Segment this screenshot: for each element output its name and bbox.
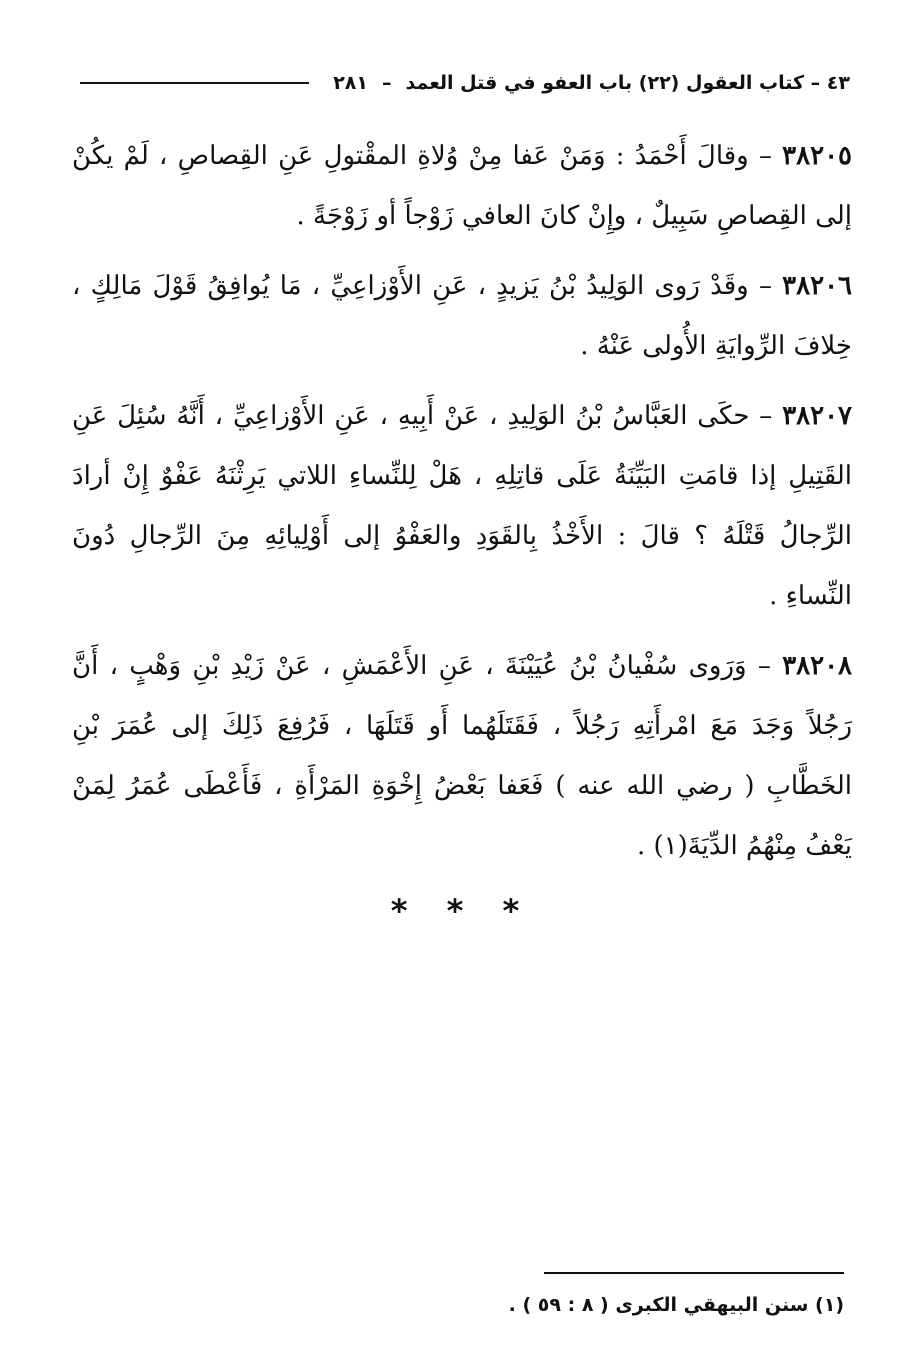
header-title: ٤٣ – كتاب العقول (٢٢) باب العفو في قتل العمد: [405, 72, 850, 94]
running-header: [80, 66, 850, 100]
paragraph-38206: [72, 256, 852, 376]
paragraph-number: ٣٨٢٠٨: [782, 651, 853, 681]
page-number: ٢٨١: [333, 72, 368, 94]
paragraph-text: – وقَدْ رَوى الوَلِيدُ بْنُ يَزيدٍ ، عَنِ الأَوْزاعِيِّ ، مَا يُوافِقُ قَوْلَ مَالِكٍ ، خِلافَ الرِّوايَةِ الأُولى عَنْهُ .: [72, 271, 852, 361]
paragraph-38205: [72, 126, 852, 246]
paragraph-text: – حكَى العَبَّاسُ بْنُ الوَلِيدِ ، عَنْ أَبِيهِ ، عَنِ الأَوْزاعِيِّ ، أَنَّهُ سُئِلَ عَنِ القَتِيلِ إذا قامَتِ البَيِّنَةُ عَلَى قاتِلِهِ ، هَلْ لِلنِّساءِ اللاتي يَرِثْنَهُ عَفْوٌ إِنْ أرادَ الرِّجالُ قَتْلَهُ ؟ قالَ : الأَخْذُ بِالقَوَدِ والعَفْوُ إلى أَوْلِيائِهِ مِنَ الرِّجالِ دُونَ النِّساءِ .: [72, 401, 852, 611]
paragraph-text: – وَرَوى سُفْيانُ بْنُ عُيَيْنَةَ ، عَنِ الأَعْمَشِ ، عَنْ زَيْدِ بْنِ وَهْبٍ ، أَنَّ رَجُلاً وَجَدَ مَعَ امْرأَتِهِ رَجُلاً ، فَقَتَلَهُما أَو قَتَلَهَا ، فَرُفِعَ ذَلِكَ إلى عُمَرَ بْنِ الخَطَّابِ ( رضي الله عنه ) فَعَفا بَعْضُ إِخْوَةِ المَرْأَةِ ، فَأَعْطَى عُمَرُ لِمَنْ يَعْفُ مِنْهُمُ الدِّيَةَ(١) .: [72, 651, 852, 861]
paragraph-text: – وقالَ أَحْمَدُ : وَمَنْ عَفا مِنْ وُلاةِ المقْتولِ عَنِ القِصاصِ ، لَمْ يكُنْ إلى القِصاصِ سَبِيلٌ ، وإِنْ كانَ العافي زَوْجاً أو زَوْجَةً .: [72, 141, 852, 231]
paragraph-number: ٣٨٢٠٥: [782, 141, 852, 171]
section-separator: * * *: [390, 892, 534, 930]
header-separator: –: [381, 72, 392, 94]
footnote-rule: [544, 1272, 844, 1274]
paragraph-38207: [72, 386, 852, 626]
header-rule: [80, 82, 309, 84]
paragraph-38208: [72, 636, 852, 876]
footnote: (١) سنن البيهقي الكبرى ( ٨ : ٥٩ ) .: [508, 1294, 844, 1316]
main-text: [72, 126, 852, 886]
paragraph-number: ٣٨٢٠٧: [782, 401, 853, 431]
paragraph-number: ٣٨٢٠٦: [782, 271, 852, 301]
